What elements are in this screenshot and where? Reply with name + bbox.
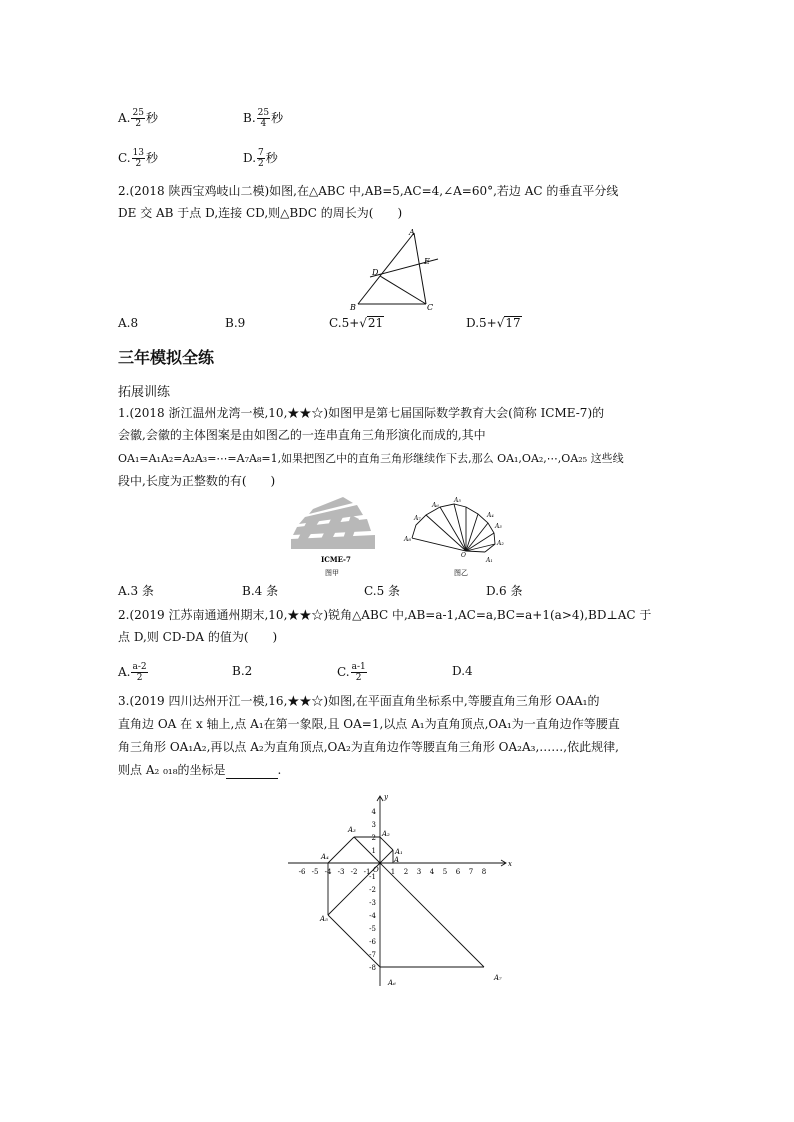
spoke xyxy=(454,504,466,551)
p1-text-line-3: OA₁=A₁A₂=A₂A₃=⋯=A₇A₈=1,如果把图乙中的直角三角形继续作下去,那么 OA₁,OA₂,⋯,OA₂₅ 这些线 xyxy=(118,452,624,465)
p1-option-c[interactable]: C.5 条 xyxy=(364,584,401,598)
logo-title: ICME-7 xyxy=(321,555,351,564)
segment-oa7 xyxy=(380,863,487,967)
y-axis-label: y xyxy=(384,793,388,801)
spoke-oa1 xyxy=(466,551,485,552)
x-tick: -1 xyxy=(363,868,371,876)
spoke xyxy=(440,507,466,551)
fig-caption-b: 图乙 xyxy=(454,569,468,577)
x-tick: 5 xyxy=(442,868,448,876)
point-a4: A₄ xyxy=(321,853,329,861)
y-tick: 2 xyxy=(371,834,376,842)
q2-option-a[interactable]: A.8 xyxy=(118,316,139,330)
y-tick: -4 xyxy=(369,912,376,920)
fraction: $\frac{25}{4}$ xyxy=(257,108,270,129)
x-tick: -2 xyxy=(350,868,358,876)
label-a3: A₃ xyxy=(495,523,502,530)
point-a: A xyxy=(394,856,400,864)
coordinate-figure xyxy=(284,790,514,990)
label-a: A xyxy=(409,228,415,237)
segment-a1a2 xyxy=(380,837,393,850)
y-tick: -1 xyxy=(369,873,376,881)
section-title: 三年模拟全练 xyxy=(118,348,215,367)
p3-text-line-2: 直角边 OA 在 x 轴上,点 A₁在第一象限,且 OA=1,以点 A₁为直角顶点,OA₁为一直角边作等腰直 xyxy=(118,717,620,731)
icme-logo-figure xyxy=(283,495,383,579)
label-c: C xyxy=(427,303,434,312)
fraction: $\frac{a-1}{2}$ xyxy=(351,662,366,683)
spoke xyxy=(412,538,466,551)
q2-option-c[interactable]: C.5+√21 xyxy=(329,316,384,330)
x-tick: 1 xyxy=(390,868,396,876)
prev-option-a[interactable]: A. $\frac{25}{2}$ 秒 xyxy=(118,108,158,129)
y-tick: -7 xyxy=(369,951,376,959)
y-tick: 3 xyxy=(371,821,376,829)
spoke xyxy=(466,514,478,551)
answer-blank[interactable] xyxy=(226,766,278,779)
p1-text-line-2: 会徽,会徽的主体图案是由如图乙的一连串直角三角形演化而成的,其中 xyxy=(118,428,486,442)
p1-text-line-1: 1.(2018 浙江温州龙湾一模,10,★★☆)如图甲是第七届国际数学教育大会(简称 ICME-7)的 xyxy=(118,406,605,420)
q2-option-b[interactable]: B.9 xyxy=(225,316,246,330)
label-a2: A₂ xyxy=(497,540,504,547)
x-tick: 3 xyxy=(416,868,422,876)
p1-option-b[interactable]: B.4 条 xyxy=(242,584,279,598)
point-a1: A₁ xyxy=(395,848,403,856)
y-tick: 4 xyxy=(371,808,376,816)
point-a5: A₅ xyxy=(320,915,328,923)
segment-ac xyxy=(414,233,426,304)
fraction: $\frac{7}{2}$ xyxy=(258,148,264,169)
x-axis-label: x xyxy=(508,860,512,868)
label-d: D xyxy=(372,268,379,277)
label-a5: A₅ xyxy=(454,497,461,504)
p3-text-line-1: 3.(2019 四川达州开江一模,16,★★☆)如图,在平面直角坐标系中,等腰直角三角形 OAA₁的 xyxy=(118,694,600,708)
fig-caption-a: 图甲 xyxy=(325,569,339,577)
p3-text-line-4: 则点 A₂ ₀₁₈的坐标是 . xyxy=(118,763,282,777)
label-o: O xyxy=(461,552,466,559)
x-tick: 8 xyxy=(481,868,487,876)
prev-option-d[interactable]: D. $\frac{7}{2}$ 秒 xyxy=(243,148,278,169)
label-e: E xyxy=(424,257,430,266)
p2-text-line-2: 点 D,则 CD-DA 的值为( ) xyxy=(118,630,278,644)
p1-option-d[interactable]: D.6 条 xyxy=(486,584,523,598)
y-tick: -2 xyxy=(369,886,376,894)
p2-option-c[interactable]: C. $\frac{a-1}{2}$ xyxy=(337,662,366,683)
y-tick: -6 xyxy=(369,938,376,946)
x-tick: -6 xyxy=(298,868,306,876)
q2-text-line-2: DE 交 AB 于点 D,连接 CD,则△BDC 的周长为( ) xyxy=(118,206,403,220)
p2-option-b[interactable]: B.2 xyxy=(232,664,253,678)
triangle-figure xyxy=(348,226,448,314)
segment-oa1 xyxy=(380,850,393,863)
x-tick: -4 xyxy=(324,868,332,876)
fraction: $\frac{a-2}{2}$ xyxy=(132,662,147,683)
point-a3: A₃ xyxy=(348,826,356,834)
x-tick: 2 xyxy=(403,868,409,876)
point-a7: A₇ xyxy=(494,974,502,982)
x-tick: -5 xyxy=(311,868,319,876)
prev-option-c[interactable]: C. $\frac{13}{2}$ 秒 xyxy=(118,148,159,169)
segment-a3a4 xyxy=(328,837,354,863)
p3-text-line-3: 角三角形 OA₁A₂,再以点 A₂为直角顶点,OA₂为直角边作等腰直角三角形 OA₂A₃,……,依此规律, xyxy=(118,740,619,754)
label-a7: A₇ xyxy=(414,515,421,522)
label-a6: A₆ xyxy=(432,502,439,509)
label-b: B xyxy=(350,303,356,312)
prev-option-b[interactable]: B. $\frac{25}{4}$ 秒 xyxy=(243,108,284,129)
segment-cd xyxy=(380,276,426,304)
q2-option-d[interactable]: D.5+√17 xyxy=(466,316,521,330)
point-a6: A₆ xyxy=(388,979,396,987)
point-a2: A₂ xyxy=(382,830,390,838)
p1-option-a[interactable]: A.3 条 xyxy=(118,584,154,598)
x-tick: 6 xyxy=(455,868,461,876)
x-tick: 7 xyxy=(468,868,474,876)
p1-text-line-4: 段中,长度为正整数的有( ) xyxy=(118,474,276,488)
y-tick: -8 xyxy=(369,964,376,972)
fraction: $\frac{13}{2}$ xyxy=(132,148,145,169)
x-tick: 4 xyxy=(429,868,435,876)
p2-text-line-1: 2.(2019 江苏南通通州期末,10,★★☆)锐角△ABC 中,AB=a-1,AC=a,BC=a+1(a>4),BD⊥AC 于 xyxy=(118,608,652,622)
section-subtitle: 拓展训练 xyxy=(118,385,171,400)
y-tick: 1 xyxy=(371,847,376,855)
spiral-triangles-figure xyxy=(402,495,508,579)
p2-option-d[interactable]: D.4 xyxy=(452,664,473,678)
q2-text-line-1: 2.(2018 陕西宝鸡岐山二模)如图,在△ABC 中,AB=5,AC=4,∠A=60°,若边 AC 的垂直平分线 xyxy=(118,184,619,198)
label-a1: A₁ xyxy=(486,557,493,564)
y-tick: -5 xyxy=(369,925,376,933)
spiral-outline xyxy=(412,504,495,552)
spoke xyxy=(426,515,466,551)
x-tick: -3 xyxy=(337,868,345,876)
p2-option-a[interactable]: A. $\frac{a-2}{2}$ xyxy=(118,662,147,683)
segment-oa3 xyxy=(354,837,380,863)
segment-ab xyxy=(358,233,414,304)
label-a4: A₄ xyxy=(487,512,494,519)
origin-label: O xyxy=(373,866,379,874)
label-a8: A₈ xyxy=(404,536,411,543)
fraction: $\frac{25}{2}$ xyxy=(132,108,144,129)
y-tick: -3 xyxy=(369,899,376,907)
